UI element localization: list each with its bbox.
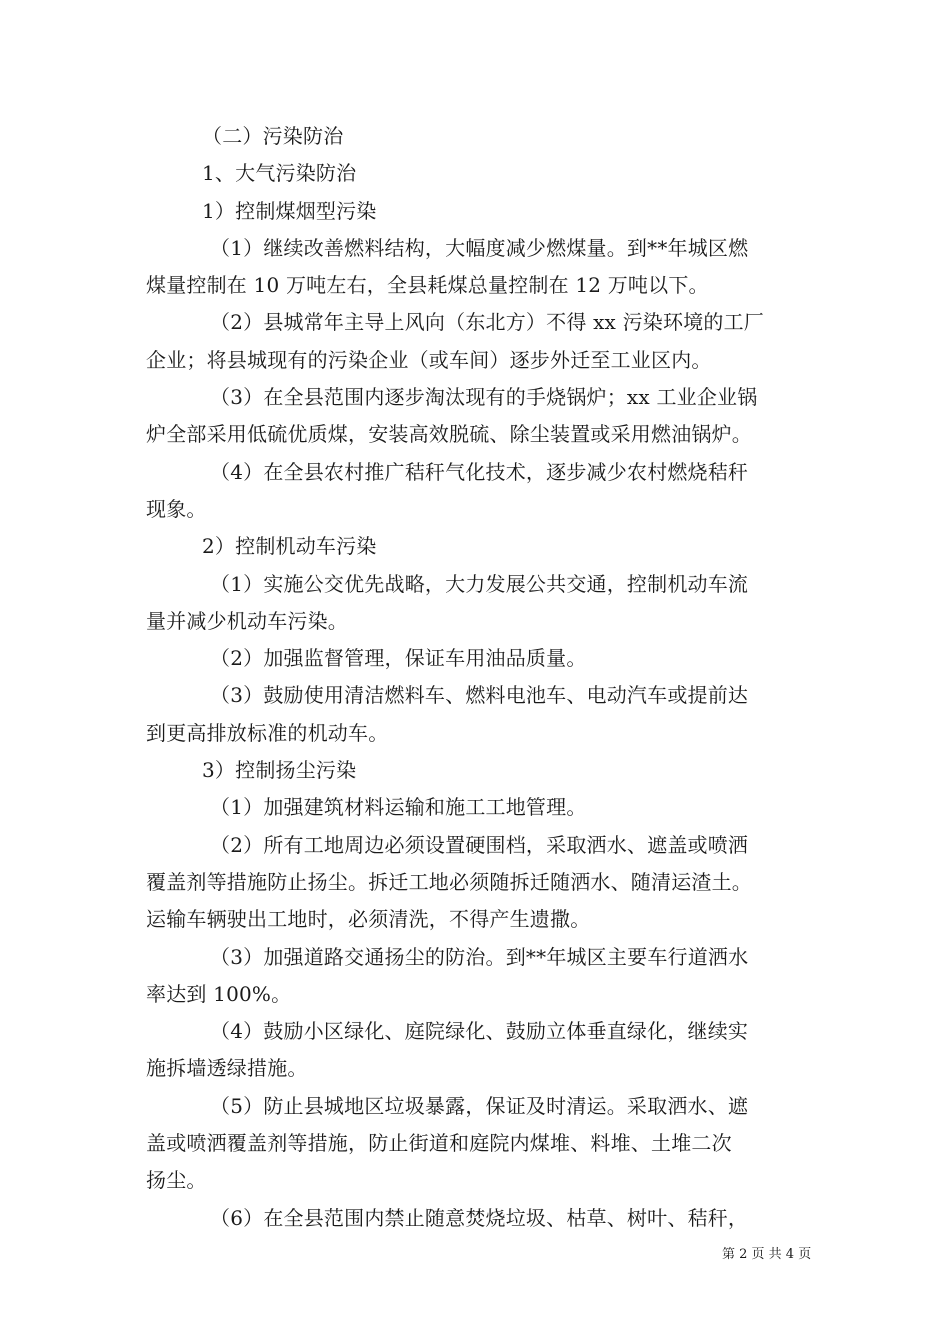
section-heading: （二）污染防治 xyxy=(202,124,344,148)
paragraph-line: （1）继续改善燃料结构，大幅度减少燃煤量。到**年城区燃 xyxy=(210,235,749,260)
paragraph-line: （4）鼓励小区绿化、庭院绿化、鼓励立体垂直绿化，继续实 xyxy=(210,1019,749,1044)
paragraph-line: （5）防止县城地区垃圾暴露，保证及时清运。采取洒水、遮 xyxy=(210,1093,749,1118)
paragraph-line: 施拆墙透绿措施。 xyxy=(146,1056,308,1081)
paragraph-line: 运输车辆驶出工地时，必须清洗，不得产生遗撒。 xyxy=(146,907,591,932)
paragraph-line: 炉全部采用低硫优质煤，安装高效脱硫、除尘装置或采用燃油锅炉。 xyxy=(146,422,752,447)
subsection-heading: 1、大气污染防治 xyxy=(202,161,357,186)
paragraph-line: 扬尘。 xyxy=(146,1168,207,1193)
paragraph-line: 量并减少机动车污染。 xyxy=(146,608,348,633)
item-heading: 3）控制扬尘污染 xyxy=(202,758,357,783)
paragraph-line: 企业；将县城现有的污染企业（或车间）逐步外迁至工业区内。 xyxy=(146,347,712,372)
paragraph-line: （3）在全县范围内逐步淘汰现有的手烧锅炉；xx 工业企业锅 xyxy=(210,385,758,410)
paragraph-line: 煤量控制在 10 万吨左右，全县耗煤总量控制在 12 万吨以下。 xyxy=(146,273,709,298)
paragraph-line: （1）加强建筑材料运输和施工工地管理。 xyxy=(210,795,587,820)
paragraph-line: 现象。 xyxy=(146,496,207,521)
paragraph-line: 到更高排放标准的机动车。 xyxy=(146,720,389,745)
paragraph-line: （6）在全县范围内禁止随意焚烧垃圾、枯草、树叶、秸秆， xyxy=(210,1205,749,1230)
paragraph-line: （3）加强道路交通扬尘的防治。到**年城区主要车行道洒水 xyxy=(210,944,749,969)
paragraph-line: （1）实施公交优先战略，大力发展公共交通，控制机动车流 xyxy=(210,571,749,596)
paragraph-line: （2）加强监督管理，保证车用油品质量。 xyxy=(210,646,587,671)
paragraph-line: 率达到 100%。 xyxy=(146,981,292,1006)
item-heading: 1）控制煤烟型污染 xyxy=(202,198,377,223)
paragraph-line: 盖或喷洒覆盖剂等措施，防止街道和庭院内煤堆、料堆、土堆二次 xyxy=(146,1131,732,1156)
paragraph-line: （2）县城常年主导上风向（东北方）不得 xx 污染环境的工厂 xyxy=(210,310,764,335)
paragraph-line: （3）鼓励使用清洁燃料车、燃料电池车、电动汽车或提前达 xyxy=(210,683,749,708)
document-body xyxy=(146,118,814,1237)
paragraph-line: （2）所有工地周边必须设置硬围档，采取洒水、遮盖或喷洒 xyxy=(210,832,749,857)
item-heading: 2）控制机动车污染 xyxy=(202,534,377,559)
paragraph-line: （4）在全县农村推广秸秆气化技术，逐步减少农村燃烧秸秆 xyxy=(210,459,749,484)
page-number: 第 2 页 共 4 页 xyxy=(722,1247,812,1262)
paragraph-line: 覆盖剂等措施防止扬尘。拆迁工地必须随拆迁随洒水、随清运渣土。 xyxy=(146,869,752,894)
